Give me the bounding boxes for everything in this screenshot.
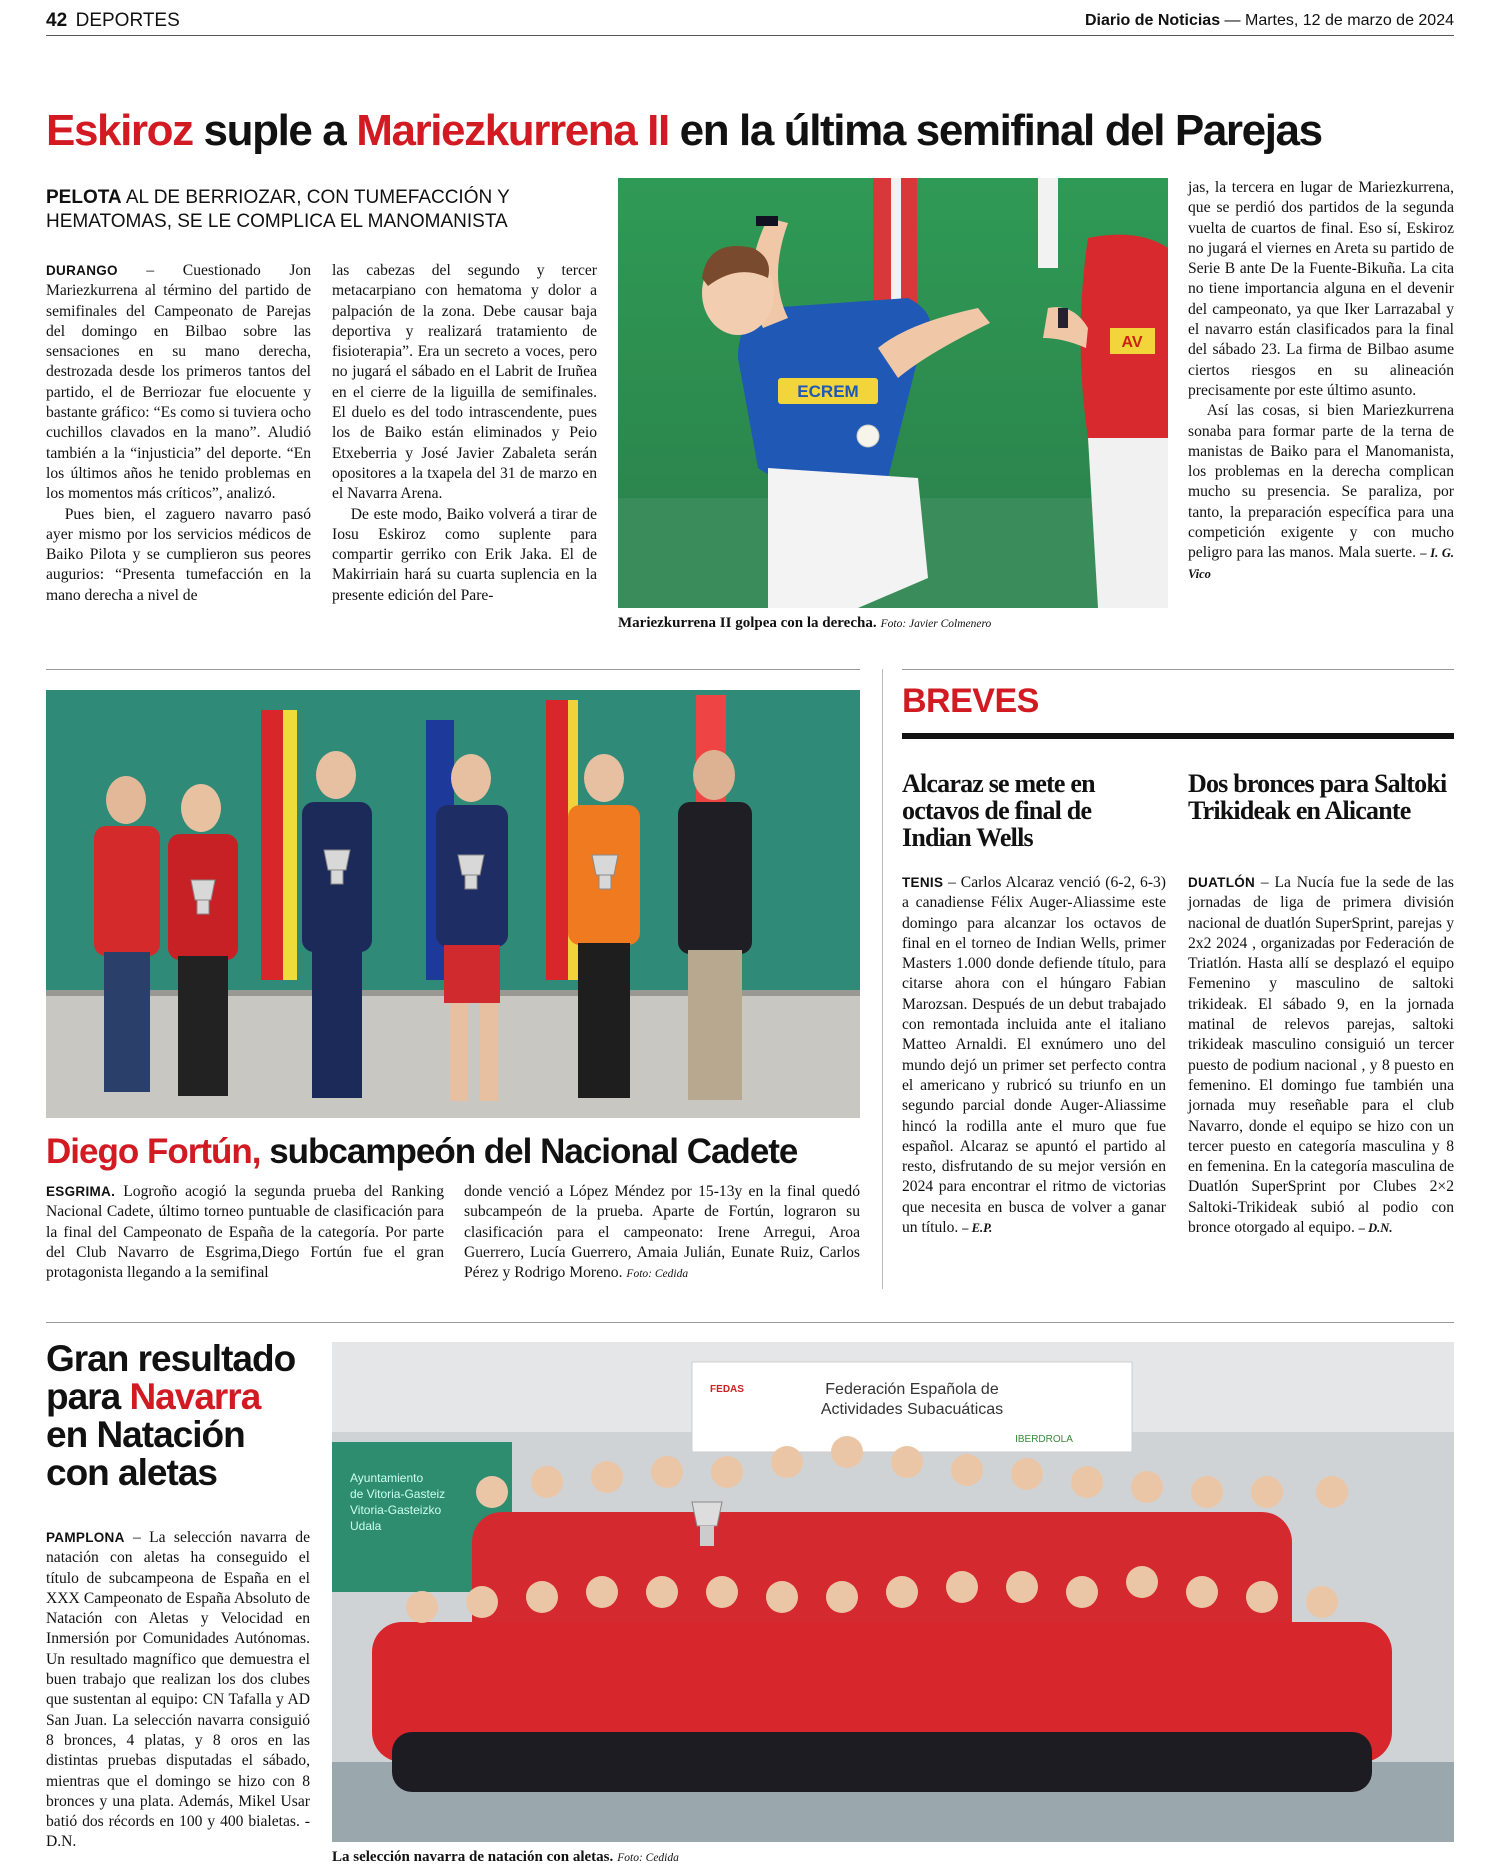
breve2-headline: Dos bronces para Saltoki Trikideak en Alicante <box>1188 769 1447 825</box>
dateline: DURANGO <box>46 263 118 278</box>
banner-line2: Actividades Subacuáticas <box>820 1401 1004 1418</box>
banner-fedas-logo: FEDAS <box>710 1384 744 1395</box>
article3-text: PAMPLONA – La selección navarra de natación con aletas ha conseguido el título de subcampeona de España en el XXX Campeonato de España Absoluto de Natación con Aletas y Velocidad en Inmersión por Comunidades Autónomas. Un resultado magnífico que demuestra el buen trabajo que realizan los dos clubes que sustentan al equipo: CN Tafalla y AD San Juan. La selección navarra consiguió 8 bronces, 4 platas, y 8 oros en las distintas pruebas disputadas el sábado, mientras que el domingo se hizo con 8 bronces y una plata. Además, Mikel Usar batió dos récords en 100 y 400 bialetas. - D.N. <box>46 1529 310 1851</box>
pelota-player-photo <box>618 178 1168 608</box>
article1-headline: Eskiroz suple a Mariezkurrena II en la última semifinal del Parejas <box>46 106 1322 155</box>
banner-line1: Federación Española de <box>825 1381 999 1398</box>
breve2-sport: DUATLÓN <box>1188 875 1256 890</box>
article1-subhead: PELOTA AL DE BERRIOZAR, CON TUMEFACCIÓN Y HEMATOMAS, SE LE COMPLICA EL MANOMANISTA <box>46 187 510 232</box>
shirt-sponsor-text: ECREM <box>797 382 859 401</box>
section-rule-right <box>902 669 1454 670</box>
page-number: 42 <box>46 10 68 31</box>
wall-text-2: de Vitoria-Gasteiz <box>350 1487 446 1501</box>
opponent-shirt-text: AV <box>1121 334 1143 351</box>
wall-text-1: Ayuntamiento <box>350 1471 424 1485</box>
article2-headline: Diego Fortún, subcampeón del Nacional Cadete <box>46 1132 798 1171</box>
article1-column1: DURANGO – Cuestionado Jon Mariezkurrena al término del partido de semifinales del Campeonato de Parejas del domingo en Bilbao sobre las sensaciones en su mano derecha, destrozada desde los primeros tantos del partido, el de Berriozar fue elocuente y bastante gráfico: “Es como si tuviera ocho cuchillos clavados en la mano”. Aludió también a la “injusticia” del deporte. “En los últimos años he tenido problemas en los momentos más críticos”, analizó. Pues bien, el zaguero navarro pasó ayer mismo por los servicios médicos de Baiko Pilota y se cumplieron sus peores augurios: “Presenta tumefacción en la mano derecha a nivel de <box>46 262 311 604</box>
breve1-sport: TENIS <box>902 875 944 890</box>
section-rule-left <box>46 669 860 670</box>
article2-credit: Foto: Cedida <box>626 1268 689 1281</box>
headline-name-navarra: Navarra <box>129 1376 261 1417</box>
headline-name-eskiroz: Eskiroz <box>46 106 193 155</box>
header-rule <box>46 35 1454 36</box>
banner-sponsor: IBERDROLA <box>1015 1434 1073 1445</box>
article2-sport: ESGRIMA. <box>46 1184 116 1199</box>
section-name: DEPORTES <box>75 10 180 31</box>
newspaper-name: Diario de Noticias <box>1084 12 1221 29</box>
swimming-team-photo <box>332 1342 1454 1842</box>
breve1-headline: Alcaraz se mete en octavos de final de Indian Wells <box>902 769 1095 852</box>
subhead-section: PELOTA <box>46 187 122 208</box>
fencing-podium-photo <box>46 690 860 1118</box>
article3-headline: Gran resultado para Navarra en Natación con aletas <box>46 1338 296 1493</box>
article1-signature: – I. G. Vico <box>1188 546 1454 581</box>
wall-text-3: Vitoria-Gasteizko <box>350 1503 442 1517</box>
breve2-text: DUATLÓN – La Nucía fue la sede de las jornadas de liga de primera división nacional de duatlón SuperSprint, parejas y 2x2 2024 , organizadas por Federación de Triatlón. Hasta allí se desplazó el equipo Femenino y masculino de saltoki trikideak. El sábado 9, en la jornada matinal de relevos parejas, saltoki trikideak masculino consiguió un tercer puesto de podium nacional , y 8 puesto en femenino. El domingo fue también una jornada muy reseñable para el club Navarro, donde el equipo se hizo con un tercer puesto en categoría masculina y 8 en femenina. En la categoría masculina de Duatlón SuperSprint por Clubes 2×2 Saltoki-Trikideak subió al podio con bronce otorgado al equipo. – D.N. <box>1188 874 1454 1237</box>
breve1-signature: – E.P. <box>962 1221 993 1236</box>
column-divider <box>882 669 883 1289</box>
article3-dateline: PAMPLONA <box>46 1530 125 1545</box>
breve2-signature: – D.N. <box>1358 1221 1393 1236</box>
headline-name-fortun: Diego Fortún, <box>46 1132 261 1171</box>
article1-column3: jas, la tercera en lugar de Mariezkurrena, que se perdió dos partidos de la segunda vuelta de cuartos de final. Eso sí, Eskiroz no jugará el viernes en Areta su partido de Serie B ante De la Fuente-Bikuña. La cita no tiene importancia alguna en el devenir del campeonato, ya que Iker Larrazabal y el navarro están clasificados para la final del sábado 23. La firma de Bilbao asume ciertos riesgos en su alineación precisamente por este último asunto. Así las cosas, si bien Mariezkurrena sonaba para formar parte de la terna de manistas de Baiko para el Manomanista, los problemas en la derecha complican mucho su presencia. Se paraliza, por tanto, la preparación específica para una competición exigente y con mucho peligro para las manos. Mala suerte. – I. G. Vico <box>1188 179 1454 581</box>
pelota-photo-caption: Mariezkurrena II golpea con la derecha. Foto: Javier Colmenero <box>618 615 992 631</box>
headline-name-mariezkurrena: Mariezkurrena II <box>356 106 669 155</box>
breves-title: BREVES <box>902 682 1039 720</box>
breve1-text: TENIS – Carlos Alcaraz venció (6-2, 6-3) a canadiense Félix Auger-Aliassime este domingo para alcanzar los octavos de final en el torneo de Indian Wells, primer Masters 1.000 donde defiende título, para citarse ahora con el húngaro Fabian Marozsan. Después de un debut trabajado con remontada incluida ante el italiano Matteo Arnaldi. El exnúmero uno del mundo dejó un primer set perfecto contra el americano y rubricó su triunfo en un segundo parcial donde Auger-Aliassime hincó la rodilla ante el muro que fue español. Alcaraz se apuntó el partido al resto, disfrutando de su mejor versión en 2024 para encontrar el ritmo de victorias que necesita en busca de volver a ganar un título. – E.P. <box>902 874 1166 1237</box>
article2-column1: ESGRIMA. Logroño acogió la segunda prueba del Ranking Nacional Cadete, último torneo puntuable de clasificación para la final del Campeonato de España de la categoría. Por parte del Club Navarro de Esgrima,Diego Fortún fue el gran protagonista llegando a la semifinal <box>46 1183 444 1282</box>
bottom-section-rule <box>46 1322 1454 1323</box>
wall-text-4: Udala <box>350 1519 382 1533</box>
issue-date: — Martes, 12 de marzo de 2024 <box>1224 12 1454 29</box>
page-header <box>46 10 1454 36</box>
article1-column2: las cabezas del segundo y tercer metacarpiano con hematoma y dolor a palpación de la zona. Debe causar baja deportiva y realizará tratamiento de fisioterapia”. Era un secreto a voces, pero no jugará el sábado en el Labrit de Iruñea en el cierre de la liguilla de semifinales. El duelo es del todo intrascendente, pues los de Baiko están eliminados y Peio Etxeberria y José Javier Zabaleta serán opositores a la txapela del 31 de marzo en el Navarra Arena. De este modo, Baiko volverá a tirar de Iosu Eskiroz como suplente para compartir gerriko con Erik Jaka. El de Makirriain hará su cuarta suplencia en la presente edición del Pare- <box>332 262 597 604</box>
article2-column2: donde venció a López Méndez por 15-13y en la final quedó subcampeón de la prueba. Aparte de Fortún, lograron su clasificación para el campeonato: Irene Arregui, Aroa Guerrero, Lucía Guerrero, Amaia Julián, Eunate Ruiz, Carlos Pérez y Rodrigo Moreno. Foto: Cedida <box>464 1183 860 1282</box>
swimming-photo-caption: La selección navarra de natación con aletas. Foto: Cedida <box>332 1849 679 1865</box>
breves-rule <box>902 733 1454 739</box>
